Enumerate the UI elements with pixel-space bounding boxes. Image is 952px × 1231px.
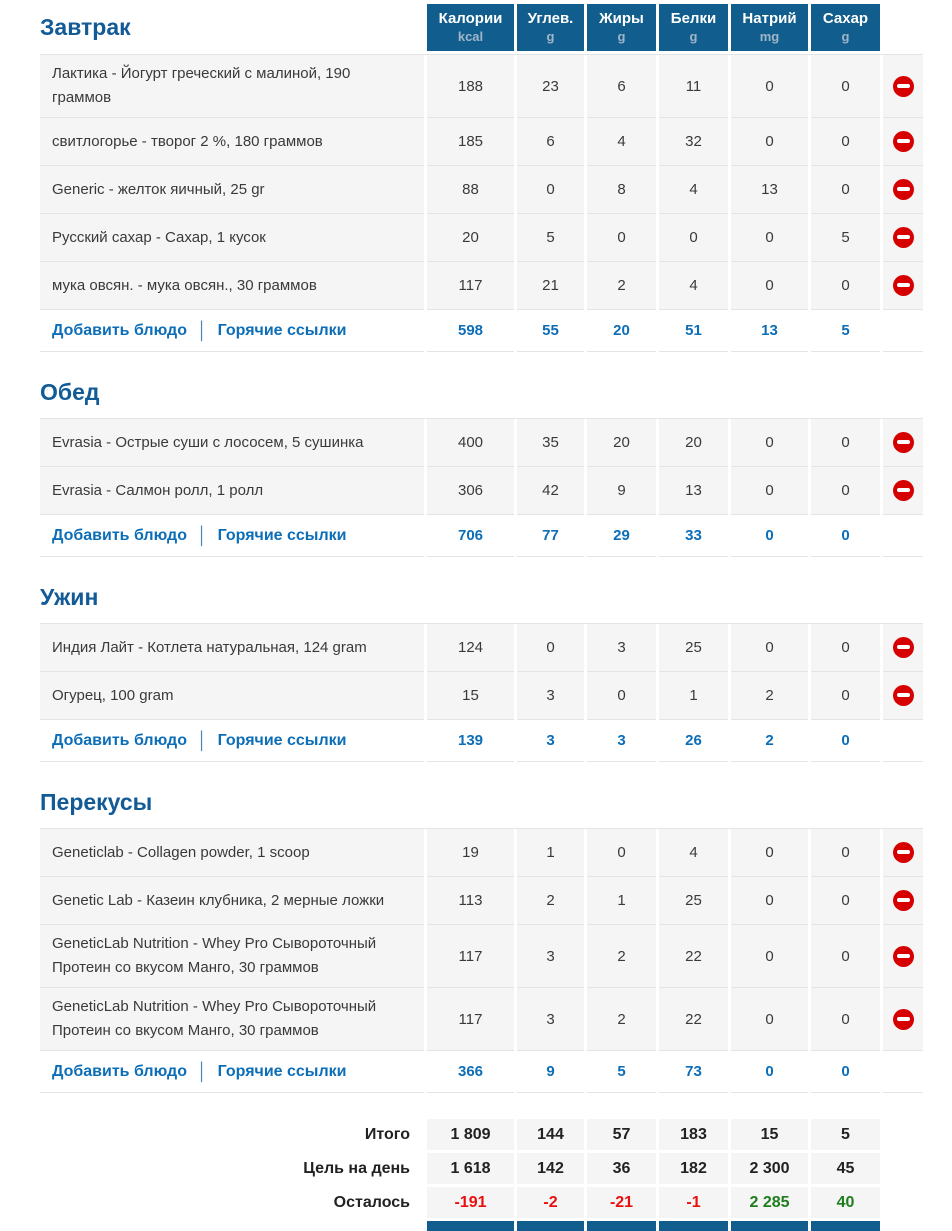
links-separator: │ [196,525,208,545]
food-protein: 22 [659,925,728,988]
section-total-sodium: 2 [731,720,808,762]
summary-goal-row [40,1153,923,1184]
delete-cell [883,829,923,877]
section-title-snacks: Перекусы [40,789,153,816]
food-sodium: 0 [731,829,808,877]
summary-remaining-protein: -1 [659,1187,728,1218]
food-calories: 117 [427,988,514,1051]
food-sodium: 0 [731,262,808,310]
delete-cell [883,419,923,467]
column-header-calories: Калории kcal [427,4,514,51]
delete-cell [883,262,923,310]
food-sugar: 0 [811,118,880,166]
diary-header-row [40,4,923,51]
food-carbs: 3 [517,925,584,988]
remove-item-icon[interactable] [893,946,914,967]
food-sodium: 2 [731,672,808,720]
food-row [40,925,923,988]
delete-cell [883,988,923,1051]
remove-item-icon[interactable] [893,842,914,863]
column-header-sodium: Натрий mg [731,4,808,51]
section-total-protein: 33 [659,515,728,557]
food-fat: 1 [587,877,656,925]
section-total-calories: 598 [427,310,514,352]
food-name[interactable]: Genetic Lab - Казеин клубника, 2 мерные ложки [40,877,424,925]
section-total-sugar: 0 [811,1051,880,1093]
breakfast-rows [40,54,923,310]
add-dish-link[interactable]: Добавить блюдо [52,1062,187,1080]
food-sugar: 0 [811,55,880,118]
quick-links-link[interactable]: Горячие ссылки [217,731,347,749]
food-carbs: 2 [517,877,584,925]
section-total-fat: 29 [587,515,656,557]
column-unit: g [689,28,698,44]
food-calories: 117 [427,925,514,988]
food-protein: 20 [659,419,728,467]
section-total-calories: 366 [427,1051,514,1093]
add-dish-link[interactable]: Добавить блюдо [52,321,187,339]
food-name[interactable]: Огурец, 100 gram [40,672,424,720]
food-row [40,624,923,672]
delete-cell [883,55,923,118]
food-sodium: 0 [731,419,808,467]
bottom-bar [659,1221,728,1231]
remove-item-icon[interactable] [893,275,914,296]
summary-total-carbs: 144 [517,1119,584,1150]
food-row [40,214,923,262]
food-calories: 400 [427,419,514,467]
food-name[interactable]: Evrasia - Салмон ролл, 1 ролл [40,467,424,515]
food-carbs: 21 [517,262,584,310]
footer-spacer [883,720,923,762]
add-dish-link[interactable]: Добавить блюдо [52,526,187,544]
food-name[interactable]: Индия Лайт - Котлета натуральная, 124 gram [40,624,424,672]
delete-cell [883,467,923,515]
food-row [40,829,923,877]
food-sodium: 0 [731,467,808,515]
column-unit: g [841,28,850,44]
food-row [40,166,923,214]
food-calories: 20 [427,214,514,262]
food-protein: 4 [659,829,728,877]
food-name[interactable]: GeneticLab Nutrition - Whey Pro Сывороточный Протеин со вкусом Манго, 30 граммов [40,925,424,988]
food-fat: 8 [587,166,656,214]
food-sodium: 0 [731,214,808,262]
section-total-sodium: 0 [731,515,808,557]
column-header-sugar: Сахар g [811,4,880,51]
bar-spacer [40,1221,424,1231]
food-carbs: 0 [517,624,584,672]
summary-spacer [883,1187,923,1218]
section-links [40,1051,424,1093]
food-name[interactable]: Evrasia - Острые суши с лососем, 5 сушинка [40,419,424,467]
food-protein: 25 [659,624,728,672]
delete-cell [883,672,923,720]
summary-total-calories: 1 809 [427,1119,514,1150]
food-row [40,988,923,1051]
summary-bottom-bars [40,1221,923,1231]
food-carbs: 1 [517,829,584,877]
food-protein: 32 [659,118,728,166]
summary-remaining-fat: -21 [587,1187,656,1218]
summary-goal-calories: 1 618 [427,1153,514,1184]
quick-links-link[interactable]: Горячие ссылки [217,526,347,544]
food-protein: 4 [659,166,728,214]
quick-links-link[interactable]: Горячие ссылки [217,321,347,339]
section-total-carbs: 77 [517,515,584,557]
food-sugar: 0 [811,988,880,1051]
remove-item-icon[interactable] [893,1009,914,1030]
bottom-bar [517,1221,584,1231]
food-row [40,467,923,515]
links-separator: │ [196,1061,208,1081]
dinner-footer [40,720,923,762]
food-row [40,55,923,118]
column-header-carbs: Углев. g [517,4,584,51]
food-calories: 185 [427,118,514,166]
food-protein: 22 [659,988,728,1051]
delete-cell [883,624,923,672]
food-carbs: 42 [517,467,584,515]
bottom-bar [731,1221,808,1231]
food-name[interactable]: свитлогорье - творог 2 %, 180 граммов [40,118,424,166]
food-name[interactable]: Лактика - Йогурт греческий с малиной, 190 граммов [40,55,424,118]
food-row [40,118,923,166]
section-total-sodium: 13 [731,310,808,352]
food-carbs: 6 [517,118,584,166]
food-calories: 15 [427,672,514,720]
section-total-protein: 73 [659,1051,728,1093]
remove-item-icon[interactable] [893,432,914,453]
remove-item-icon[interactable] [893,480,914,501]
food-sugar: 0 [811,672,880,720]
food-calories: 124 [427,624,514,672]
food-name[interactable]: Geneticlab - Collagen powder, 1 scoop [40,829,424,877]
summary-goal-sodium: 2 300 [731,1153,808,1184]
food-protein: 1 [659,672,728,720]
summary-spacer [883,1119,923,1150]
delete-cell [883,214,923,262]
section-total-calories: 139 [427,720,514,762]
remove-item-icon[interactable] [893,76,914,97]
links-separator: │ [196,730,208,750]
bar-spacer [883,1221,923,1231]
food-name[interactable]: Generic - желток яичный, 25 gr [40,166,424,214]
food-carbs: 3 [517,672,584,720]
section-title-dinner: Ужин [40,584,99,611]
section-total-carbs: 3 [517,720,584,762]
food-protein: 25 [659,877,728,925]
food-carbs: 3 [517,988,584,1051]
summary-total-label: Итого [364,1125,410,1143]
section-total-fat: 3 [587,720,656,762]
food-sodium: 0 [731,118,808,166]
food-protein: 4 [659,262,728,310]
food-name[interactable]: GeneticLab Nutrition - Whey Pro Сывороточный Протеин со вкусом Манго, 30 граммов [40,988,424,1051]
food-row [40,877,923,925]
snacks-footer [40,1051,923,1093]
column-unit: kcal [457,28,484,44]
food-name[interactable]: мука овсян. - мука овсян., 30 граммов [40,262,424,310]
delete-cell [883,877,923,925]
food-calories: 188 [427,55,514,118]
food-fat: 0 [587,672,656,720]
food-sodium: 0 [731,988,808,1051]
food-sugar: 0 [811,829,880,877]
section-total-carbs: 55 [517,310,584,352]
remove-item-icon[interactable] [893,637,914,658]
footer-spacer [883,515,923,557]
summary-remaining-sodium: 2 285 [731,1187,808,1218]
food-row [40,672,923,720]
food-sodium: 0 [731,925,808,988]
summary-total-sugar: 5 [811,1119,880,1150]
footer-spacer [883,310,923,352]
food-sugar: 0 [811,467,880,515]
add-dish-link[interactable]: Добавить блюдо [52,731,187,749]
breakfast-footer [40,310,923,352]
section-links [40,310,424,352]
food-calories: 19 [427,829,514,877]
food-row [40,262,923,310]
food-fat: 4 [587,118,656,166]
delete-cell [883,166,923,214]
snacks-rows [40,828,923,1051]
remove-item-icon[interactable] [893,890,914,911]
summary-total-sodium: 15 [731,1119,808,1150]
food-sodium: 0 [731,55,808,118]
section-total-fat: 5 [587,1051,656,1093]
day-summary [40,1119,923,1231]
food-sugar: 0 [811,877,880,925]
bottom-bar [587,1221,656,1231]
delete-cell [883,118,923,166]
section-links [40,515,424,557]
remove-item-icon[interactable] [893,685,914,706]
food-fat: 2 [587,262,656,310]
summary-remaining-row [40,1187,923,1218]
food-carbs: 5 [517,214,584,262]
food-fat: 9 [587,467,656,515]
column-unit: g [617,28,626,44]
links-separator: │ [196,320,208,340]
food-calories: 306 [427,467,514,515]
food-fat: 20 [587,419,656,467]
section-total-protein: 51 [659,310,728,352]
summary-total-row [40,1119,923,1150]
remove-item-icon[interactable] [893,179,914,200]
lunch-footer [40,515,923,557]
food-sugar: 0 [811,624,880,672]
section-total-sodium: 0 [731,1051,808,1093]
food-fat: 2 [587,925,656,988]
food-fat: 2 [587,988,656,1051]
summary-goal-carbs: 142 [517,1153,584,1184]
food-calories: 88 [427,166,514,214]
food-calories: 113 [427,877,514,925]
quick-links-link[interactable]: Горячие ссылки [217,1062,347,1080]
food-sugar: 0 [811,925,880,988]
food-protein: 13 [659,467,728,515]
food-row [40,419,923,467]
food-diary [40,4,923,1231]
food-fat: 3 [587,624,656,672]
summary-remaining-calories: -191 [427,1187,514,1218]
bottom-bar [811,1221,880,1231]
summary-remaining-label: Осталось [333,1193,410,1211]
food-name[interactable]: Русский сахар - Сахар, 1 кусок [40,214,424,262]
food-sugar: 0 [811,262,880,310]
food-sodium: 0 [731,877,808,925]
summary-remaining-sugar: 40 [811,1187,880,1218]
food-sugar: 5 [811,214,880,262]
summary-goal-sugar: 45 [811,1153,880,1184]
food-protein: 0 [659,214,728,262]
summary-goal-fat: 36 [587,1153,656,1184]
dinner-rows [40,623,923,720]
section-total-calories: 706 [427,515,514,557]
delete-cell [883,925,923,988]
remove-item-icon[interactable] [893,131,914,152]
food-calories: 117 [427,262,514,310]
section-total-carbs: 9 [517,1051,584,1093]
column-header-protein: Белки g [659,4,728,51]
food-fat: 0 [587,829,656,877]
food-fat: 6 [587,55,656,118]
food-carbs: 0 [517,166,584,214]
food-sugar: 0 [811,166,880,214]
summary-goal-protein: 182 [659,1153,728,1184]
food-sodium: 13 [731,166,808,214]
section-total-sugar: 0 [811,515,880,557]
summary-total-protein: 183 [659,1119,728,1150]
footer-spacer [883,1051,923,1093]
food-sodium: 0 [731,624,808,672]
food-carbs: 23 [517,55,584,118]
summary-spacer [883,1153,923,1184]
summary-remaining-carbs: -2 [517,1187,584,1218]
summary-total-fat: 57 [587,1119,656,1150]
bottom-bar [427,1221,514,1231]
section-title-breakfast: Завтрак [40,14,131,41]
section-total-sugar: 0 [811,720,880,762]
section-total-fat: 20 [587,310,656,352]
food-sugar: 0 [811,419,880,467]
column-unit: mg [759,28,780,44]
column-unit: g [546,28,555,44]
lunch-rows [40,418,923,515]
food-carbs: 35 [517,419,584,467]
section-total-protein: 26 [659,720,728,762]
column-header-fat: Жиры g [587,4,656,51]
remove-item-icon[interactable] [893,227,914,248]
food-fat: 0 [587,214,656,262]
food-protein: 11 [659,55,728,118]
summary-goal-label: Цель на день [303,1159,410,1177]
section-title-lunch: Обед [40,379,100,406]
section-total-sugar: 5 [811,310,880,352]
section-links [40,720,424,762]
